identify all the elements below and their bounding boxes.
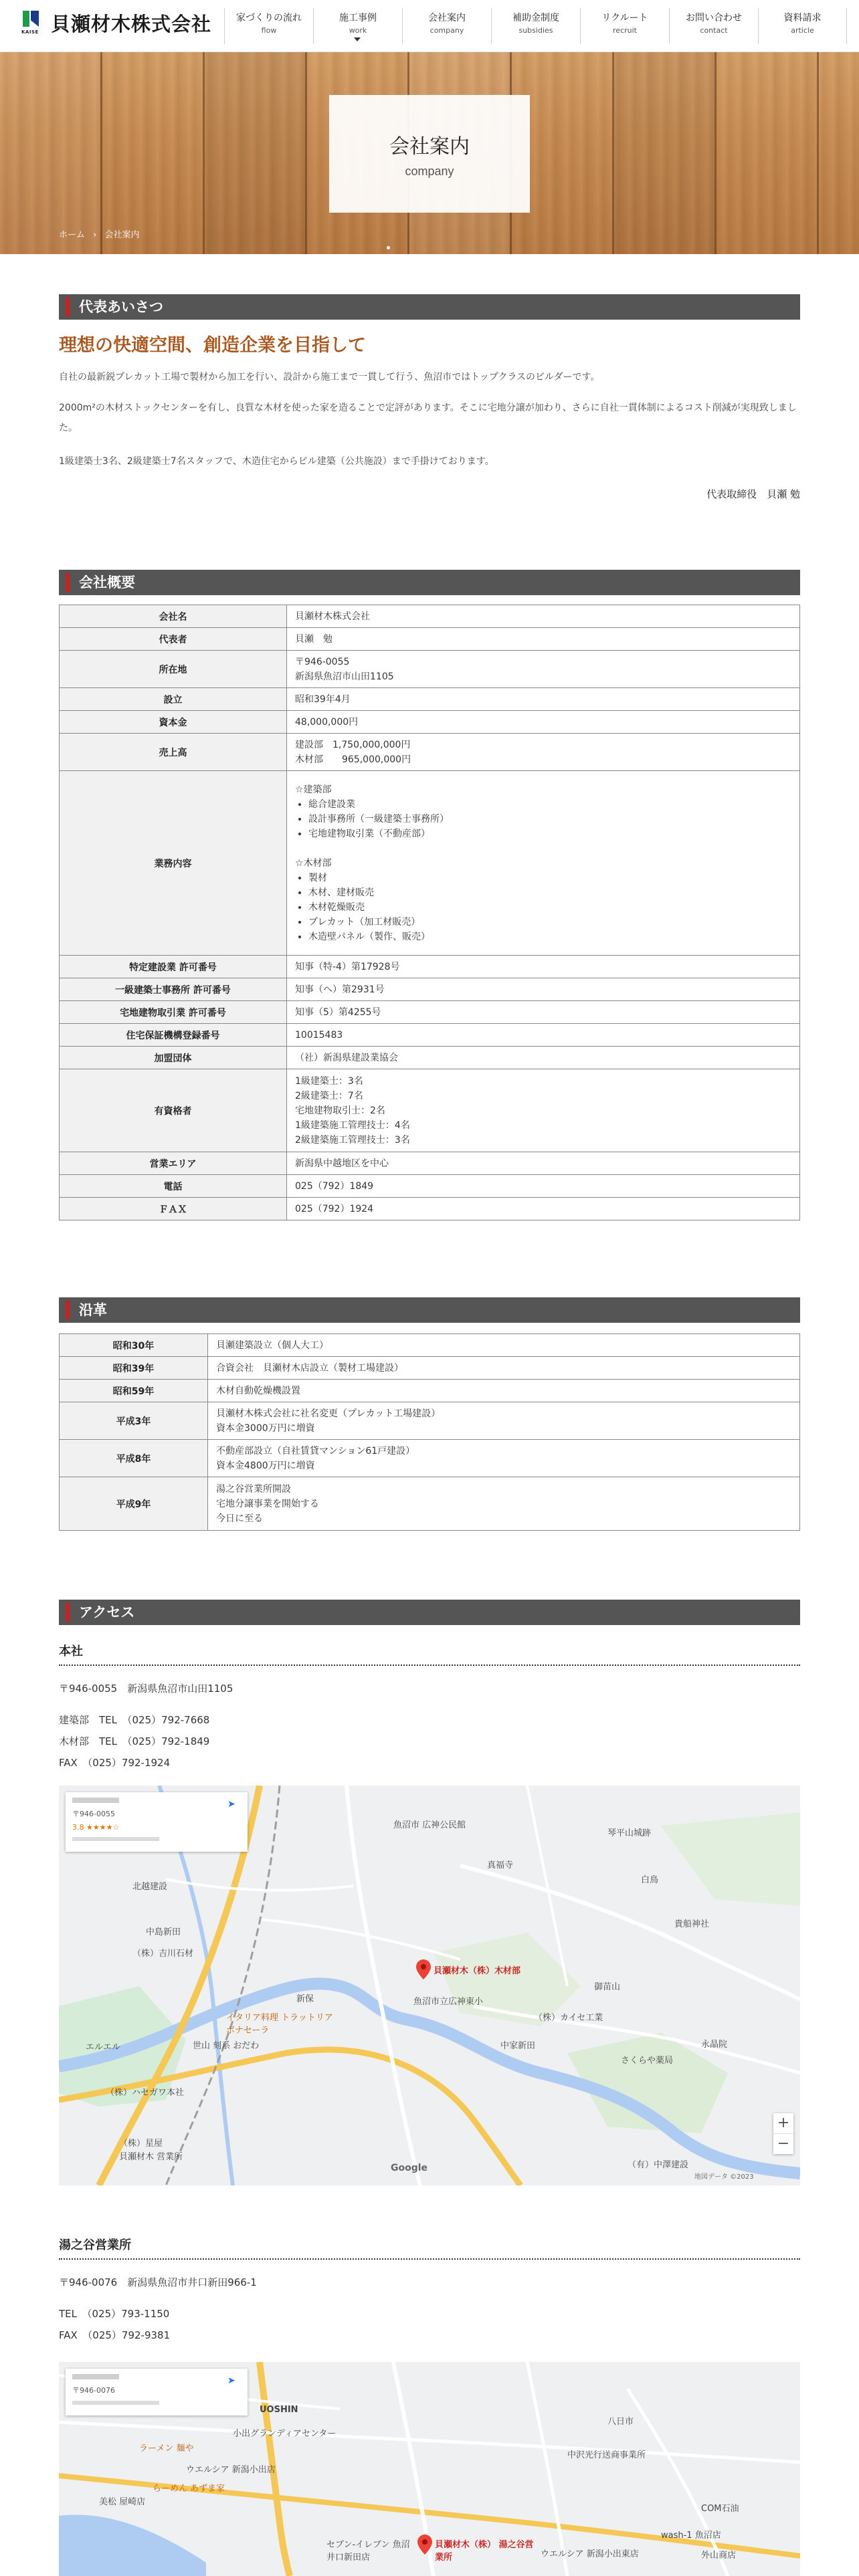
branch-fax: FAX （025）792-9381 (59, 2329, 171, 2341)
map-label: らーめん あずま家 (153, 2484, 225, 2494)
table-row (60, 1175, 800, 1198)
table-row (60, 1440, 800, 1477)
history-line: 貝瀬材木株式会社に社名変更（プレカット工場建設） (216, 1408, 441, 1419)
list-item: • 宅地建物取引業（不動産部） (308, 827, 791, 841)
history-line: 宅地分譲事業を開始する (216, 1498, 319, 1509)
map-label: 琴平山城跡 (607, 1828, 652, 1838)
main-tel-construction: 建築部 TEL （025）792-7668 (59, 1714, 210, 1726)
list-item: • 設計事務所（一級建築士事務所） (308, 812, 791, 827)
nav-label-ja: 補助金制度 (512, 13, 559, 23)
map-card-rating: 3.8 ★★★★☆ (72, 1823, 120, 1832)
map-label: 外山商店 (701, 2551, 737, 2561)
list-item: • 木材、建材販売 (308, 885, 791, 900)
map-label: イタリア料理 トラットリア ボナセーラ (226, 2013, 333, 2036)
map-label: （株）吉川石材 (132, 1949, 194, 1959)
row-label: 有資格者 (60, 1069, 287, 1152)
map-label: 中沢光行送商事業所 (567, 2450, 646, 2460)
history-line: 資本金4800万円に増資 (216, 1460, 315, 1471)
map-label: 中家新田 (500, 2041, 536, 2051)
page-title: 会社案内 (389, 135, 470, 158)
breadcrumb-current: 会社案内 (104, 230, 140, 240)
nav-label-ja: 施工事例 (339, 13, 377, 23)
map-label: 貝瀬材木 営業所 (119, 2152, 183, 2162)
site-header (0, 0, 859, 52)
section-heading-overview: 会社概要 (59, 570, 800, 595)
section-heading-history: 沿革 (59, 1297, 800, 1323)
address: 新潟県魚沼市山田1105 (295, 671, 394, 682)
list-item: • 製材 (308, 871, 791, 885)
row-value: 知事（5）第4255号 (287, 1001, 800, 1024)
row-value (287, 1069, 800, 1152)
qualification-line: 2級建築士：7名 (295, 1090, 363, 1101)
history-year: 平成3年 (60, 1402, 208, 1440)
table-row (60, 978, 800, 1001)
breadcrumb-separator: › (93, 230, 97, 240)
map-label: （株）カイセ工業 (534, 2013, 603, 2023)
map-copyright: 地図データ ©2023 (694, 2173, 754, 2181)
map-info-card (66, 2369, 248, 2416)
section-heading-access: アクセス (59, 1600, 800, 1625)
row-label: 住宅保証機構登録番号 (60, 1024, 287, 1047)
qualification-line: 2級建築施工管理技士：3名 (295, 1134, 410, 1146)
row-label: 一級建築士事務所 許可番号 (60, 978, 287, 1001)
list-item: • 木造壁パネル（製作、販売） (308, 930, 791, 944)
list-item: • プレカット（加工材販売） (308, 915, 791, 930)
qualification-line: 1級建築施工管理技士：4名 (295, 1119, 410, 1131)
nav-label-ja: お問い合わせ (686, 13, 742, 23)
map-label: （株）ハセガワ本社 (106, 2088, 185, 2098)
map-label: 魚沼市立広神東小 (413, 1997, 484, 2007)
map-label-main-office: 貝瀬材木（株）木材部 (434, 1966, 521, 1976)
breadcrumb-home-link[interactable]: ホーム (59, 230, 86, 240)
map-label: 真福寺 (487, 1860, 514, 1870)
greeting-paragraph-1: 自社の最新鋭プレカット工場で製材から加工を行い、設計から施工まで一貫して行う、魚沼市ではトップクラスのビルダーです。 (59, 372, 600, 383)
zoom-controls (773, 2113, 793, 2154)
row-label: 宅地建物取引業 許可番号 (60, 1001, 287, 1024)
slide-indicator-dot (387, 246, 390, 249)
history-year: 昭和30年 (60, 1334, 208, 1357)
breadcrumb (59, 227, 145, 240)
nav-label-en: flow (261, 26, 277, 35)
map-label: 白鳥 (641, 1875, 659, 1885)
hero-banner (0, 52, 859, 254)
history-line: 湯之谷営業所開設 (216, 1483, 291, 1495)
row-label: 特定建設業 許可番号 (60, 956, 287, 978)
greeting-paragraph-2: 2000m²の木材ストックセンターを有し、良質な木材を使った家を造ることで定評があります。そこに宅地分譲が加わり、さらに自社一貫体制によるコスト削減が実現致しました。 (59, 403, 797, 433)
business-list (308, 797, 791, 841)
history-event: 貝瀬建築設立（個人大工） (208, 1334, 800, 1357)
row-value: 貝瀬 勉 (287, 628, 800, 651)
zoom-out-button[interactable]: − (773, 2133, 793, 2154)
business-list (308, 871, 791, 944)
row-value: 貝瀬材木株式会社 (287, 605, 800, 628)
history-line: 不動産部設立（自社賃貸マンション61戸建設） (216, 1445, 415, 1457)
nav-label-ja: 会社案内 (428, 13, 466, 23)
list-item: • 総合建設業 (308, 797, 791, 812)
row-label: 営業エリア (60, 1152, 287, 1175)
main-fax: FAX （025）792-1924 (59, 1757, 171, 1769)
history-line: 資本金3000万円に増資 (216, 1422, 315, 1434)
nav-label-ja: 資料請求 (783, 13, 822, 23)
map-label: 北越建設 (132, 1882, 168, 1892)
row-label: 代表者 (60, 628, 287, 651)
table-row (60, 1152, 800, 1175)
page-subtitle: company (405, 165, 454, 178)
table-row (60, 1334, 800, 1357)
table-row (60, 711, 800, 734)
map-label: 世山 刻系 おだわ (193, 2041, 260, 2051)
nav-item-work[interactable] (313, 8, 402, 44)
map-label: 中島新田 (146, 1927, 181, 1937)
row-label: 加盟団体 (60, 1047, 287, 1069)
greeting-catchphrase: 理想の快適空間、創造企業を目指して (59, 335, 366, 356)
table-row (60, 1001, 800, 1024)
row-label: 所在地 (60, 651, 287, 688)
history-event (208, 1402, 800, 1440)
map-label: 貴船神社 (674, 1919, 710, 1929)
map-branch-office[interactable] (59, 2362, 800, 2576)
branch-address: 〒946-0076 新潟県魚沼市井口新田966-1 (59, 2276, 257, 2288)
main-tel-lumber: 木材部 TEL （025）792-1849 (59, 1735, 210, 1747)
row-value: （社）新潟県建設業協会 (287, 1047, 800, 1069)
table-row (60, 771, 800, 956)
map-label: COM石油 (701, 2504, 739, 2514)
map-label: UOSHIN (260, 2405, 298, 2415)
directions-icon[interactable]: ➤ (227, 2375, 235, 2386)
history-table (59, 1333, 800, 1531)
history-line: 今日に至る (216, 1513, 263, 1524)
nav-label-ja: リクルート (601, 13, 648, 23)
history-year: 昭和39年 (60, 1357, 208, 1380)
table-row (60, 1477, 800, 1531)
section-heading-greeting: 代表あいさつ (59, 294, 800, 320)
office-title-main: 本社 (59, 1642, 800, 1666)
history-year: 昭和59年 (60, 1380, 208, 1402)
row-value (287, 734, 800, 771)
list-item: • 木材乾燥販売 (308, 900, 791, 915)
table-row (60, 605, 800, 628)
row-value: 025（792）1924 (287, 1198, 800, 1220)
nav-label-en: contact (700, 26, 728, 35)
nav-label-en: work (349, 26, 367, 35)
table-row (60, 956, 800, 978)
table-row (60, 628, 800, 651)
sales-line: 木材部 965,000,000円 (295, 754, 411, 765)
google-logo: Google (391, 2163, 428, 2173)
row-label: 資本金 (60, 711, 287, 734)
history-year: 平成8年 (60, 1440, 208, 1477)
hero-title-box (329, 95, 530, 213)
table-row (60, 1357, 800, 1380)
zoom-in-button[interactable]: + (777, 2115, 790, 2131)
branch-tel: TEL （025）793-1150 (59, 2308, 170, 2320)
row-label: 会社名 (60, 605, 287, 628)
table-row (60, 1069, 800, 1152)
row-label: 設立 (60, 688, 287, 711)
company-name: 貝瀬材木株式会社 (51, 12, 212, 35)
nav-item-article[interactable] (758, 8, 847, 44)
map-info-card (66, 1792, 248, 1852)
nav-item-recruit[interactable] (580, 8, 669, 44)
map-label: （株）星屋 (119, 2139, 163, 2149)
map-main-office[interactable] (59, 1786, 800, 2185)
row-label: 業務内容 (60, 771, 287, 956)
map-card-postal: 〒946-0055 (72, 1810, 115, 1818)
location-pin-icon[interactable] (416, 1959, 431, 1979)
map-label: さくらや薬局 (621, 2056, 674, 2066)
main-address: 〒946-0055 新潟県魚沼市山田1105 (59, 1683, 233, 1695)
map-label: wash-1 魚沼店 (661, 2531, 721, 2541)
row-value: 10015483 (287, 1024, 800, 1047)
table-row (60, 734, 800, 771)
table-row (60, 1024, 800, 1047)
history-event (208, 1440, 800, 1477)
qualification-line: 1級建築士：3名 (295, 1075, 363, 1087)
map-label: 小出グランディアセンター (233, 2429, 337, 2439)
map-card-postal: 〒946-0076 (72, 2386, 115, 2395)
company-logo[interactable] (21, 8, 211, 37)
map-label: ウエルシア 新潟小出店 (186, 2465, 276, 2475)
table-row (60, 651, 800, 688)
table-row (60, 1047, 800, 1069)
map-label: （有）中澤建設 (628, 2160, 689, 2170)
caret-down-icon (354, 37, 361, 41)
row-value: 知事（へ）第2931号 (287, 978, 800, 1001)
table-row (60, 1402, 800, 1440)
row-value (287, 771, 800, 956)
nav-label-en: subsidies (518, 26, 553, 35)
row-value: 48,000,000円 (287, 711, 800, 734)
nav-label-ja: 家づくりの流れ (236, 13, 302, 23)
sales-line: 建設部 1,750,000,000円 (295, 739, 411, 750)
table-row (60, 1198, 800, 1220)
row-value: 昭和39年4月 (287, 688, 800, 711)
row-value: 025（792）1849 (287, 1175, 800, 1198)
map-label: ラーメン 麺や (139, 2444, 194, 2454)
map-label: エルエル (86, 2042, 121, 2052)
postal-code: 〒946-0055 (295, 656, 350, 667)
nav-item-subsidies[interactable] (491, 8, 580, 44)
logo-sub-text: KAISE (21, 29, 39, 35)
nav-label-en: company (430, 26, 464, 35)
history-event (208, 1477, 800, 1531)
map-label: ウエルシア 新潟小出東店 (541, 2549, 639, 2559)
nav-label-en: recruit (613, 26, 637, 35)
business-group-title: ☆木材部 (295, 857, 332, 869)
nav-item-company[interactable] (402, 8, 491, 44)
row-label: 電話 (60, 1175, 287, 1198)
company-overview-table (59, 605, 800, 1220)
map-label: 永晶院 (701, 2040, 728, 2050)
nav-item-contact[interactable] (669, 8, 758, 44)
directions-icon[interactable]: ➤ (227, 1799, 235, 1810)
table-row (60, 1380, 800, 1402)
history-event: 合資会社 貝瀬材木店設立（製材工場建設） (208, 1357, 800, 1380)
table-row (60, 688, 800, 711)
history-year: 平成9年 (60, 1477, 208, 1531)
row-label: 売上高 (60, 734, 287, 771)
map-label: 八日市 (607, 2417, 634, 2427)
map-label: 美松 屋崎店 (99, 2497, 146, 2507)
business-group-title: ☆建築部 (295, 784, 332, 795)
map-label-branch-office: 貝瀬材木（株） 湯之谷営業所 (435, 2540, 534, 2563)
map-label: 御苗山 (594, 1982, 621, 1992)
history-event: 木材自動乾燥機設置 (208, 1380, 800, 1402)
logo-mark-icon (21, 8, 44, 37)
office-title-branch: 湯之谷営業所 (59, 2236, 800, 2260)
greeting-signature: 代表取締役 貝瀬 勉 (706, 488, 800, 500)
qualification-line: 宅地建物取引士：2名 (295, 1105, 385, 1116)
global-nav (224, 8, 847, 44)
location-pin-icon[interactable] (417, 2535, 432, 2555)
map-label: 魚沼市 広神公民館 (393, 1820, 466, 1830)
row-value: 知事（特-4）第17928号 (287, 956, 800, 978)
map-label: セブン-イレブン 魚沼井口新田店 (326, 2540, 410, 2563)
greeting-paragraph-3: 1級建築士3名、2級建築士7名スタッフで、木造住宅からビル建築（公共施設）まで手掛けております。 (59, 456, 494, 467)
nav-item-flow[interactable] (224, 8, 313, 44)
map-label: 新保 (296, 1994, 314, 2004)
row-label: ＦＡＸ (60, 1198, 287, 1220)
row-value (287, 651, 800, 688)
row-value: 新潟県中越地区を中心 (287, 1152, 800, 1175)
nav-label-en: article (791, 26, 814, 35)
